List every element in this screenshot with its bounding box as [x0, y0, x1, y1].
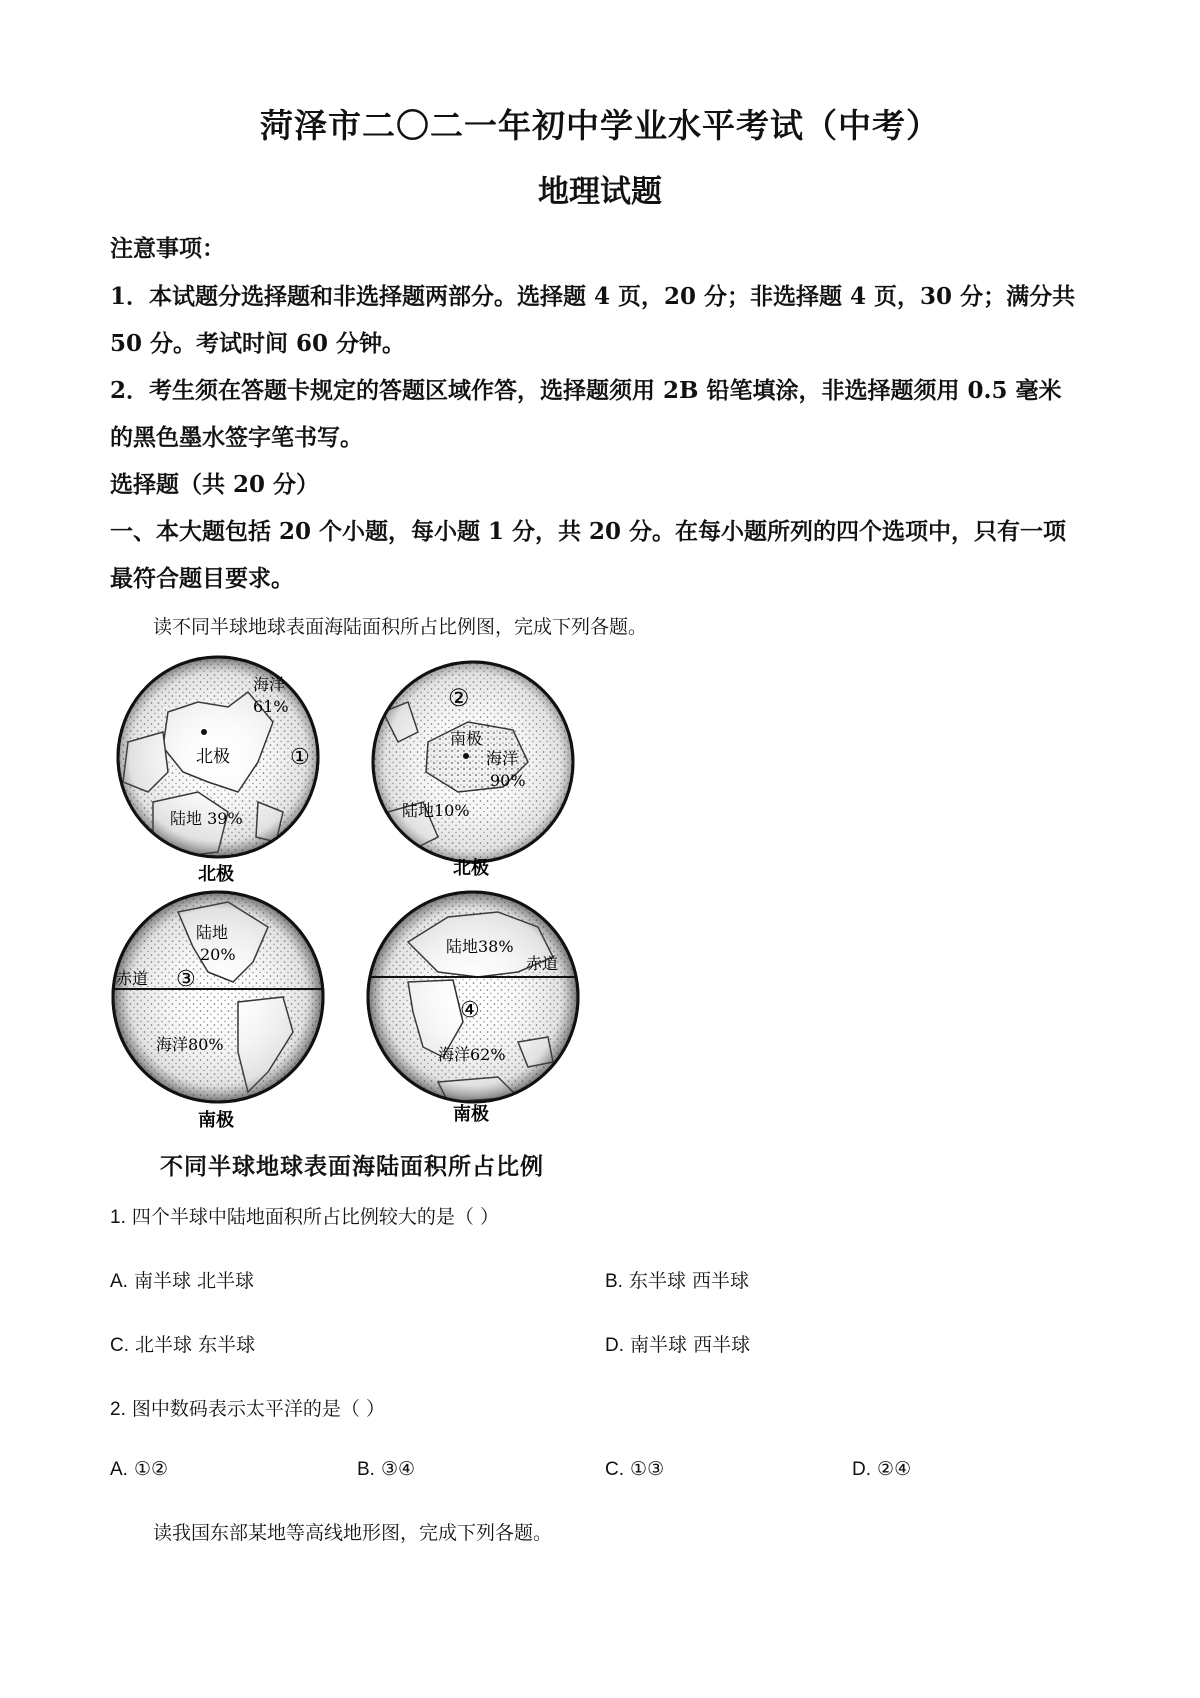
- notice-line-4: 的黑色墨水签字笔书写。: [110, 424, 363, 451]
- q2-option-c-letter: C.: [605, 1459, 624, 1480]
- q1-option-a-text: 南半球 北半球: [134, 1270, 255, 1292]
- q2-option-c-text: ①③: [630, 1458, 665, 1480]
- notice-line-2: 50 分。考试时间 60 分钟。: [110, 330, 406, 357]
- g2-ocean-label: 海洋: [486, 749, 519, 768]
- g3-number: ③: [176, 967, 196, 992]
- section-instruction-1: 一、本大题包括 20 个小题，每小题 1 分，共 20 分。在每小题所列的四个选项中，只有一项: [110, 518, 1067, 545]
- globe-southern-hemisphere: [363, 652, 583, 872]
- g2-number: ②: [448, 684, 470, 712]
- g3-equator-label: 赤道: [116, 969, 149, 988]
- g4-land-label: 陆地38%: [446, 937, 514, 956]
- q2-option-b: [357, 1458, 415, 1481]
- question-1: [110, 1202, 499, 1229]
- q2-option-c: [605, 1458, 664, 1481]
- g4-equator-label: 赤道: [526, 954, 559, 973]
- notice-line-1: 1．本试题分选择题和非选择题两部分。选择题 4 页，20 分；非选择题 4 页，30 分；满分共: [110, 283, 1076, 310]
- g1-pole-label: 北极: [196, 747, 230, 767]
- q1-option-c: [110, 1330, 255, 1357]
- globe-northern-hemisphere: [108, 652, 328, 862]
- q1-option-b-letter: B.: [605, 1271, 623, 1292]
- g1-number: ①: [290, 745, 310, 770]
- g1-land-label: 陆地 39%: [170, 809, 243, 828]
- q1-option-a: [110, 1266, 254, 1293]
- q2-option-d: [852, 1458, 911, 1481]
- g2-land-label: 陆地10%: [402, 801, 470, 820]
- question-2: [110, 1394, 385, 1421]
- section-label: 选择题（共 20 分）: [110, 471, 320, 498]
- q1-option-a-letter: A.: [110, 1271, 128, 1292]
- g3-ocean-label: 海洋80%: [156, 1035, 224, 1054]
- g4-bottom-label: 南极: [453, 1104, 489, 1125]
- g2-ocean-percent: 90%: [490, 771, 526, 790]
- q1-option-c-text: 北半球 东半球: [135, 1334, 256, 1356]
- g3-land-percent: 20%: [200, 945, 236, 964]
- globe-western-hemisphere: [108, 863, 328, 1131]
- exam-title: 菏泽市二〇二一年初中学业水平考试（中考）: [260, 106, 940, 145]
- notice-heading: 注意事项：: [110, 235, 225, 262]
- q1-option-d-letter: D.: [605, 1335, 624, 1356]
- q2-option-d-text: ②④: [877, 1458, 912, 1480]
- hemisphere-figure: [108, 652, 588, 1142]
- q1-option-d-text: 南半球 西半球: [630, 1334, 751, 1356]
- question-2-text: 图中数码表示太平洋的是（ ）: [131, 1398, 385, 1420]
- question-1-number: 1.: [110, 1207, 126, 1228]
- g2-pole-label: 南极: [450, 729, 483, 748]
- q1-option-b: [605, 1266, 749, 1293]
- question-2-number: 2.: [110, 1399, 126, 1420]
- q2-option-b-text: ③④: [381, 1458, 416, 1480]
- next-figure-intro: 读我国东部某地等高线地形图，完成下列各题。: [153, 1522, 553, 1544]
- section-instruction-2: 最符合题目要求。: [110, 565, 294, 592]
- g3-land-label: 陆地: [196, 923, 229, 942]
- notice-line-3: 2．考生须在答题卡规定的答题区域作答，选择题须用 2B 铅笔填涂，非选择题须用 0.5 毫米: [110, 377, 1062, 404]
- g4-ocean-label: 海洋62%: [438, 1045, 506, 1064]
- q1-option-d: [605, 1330, 750, 1357]
- figure-intro: 读不同半球地球表面海陆面积所占比例图，完成下列各题。: [153, 616, 648, 638]
- q2-option-a-text: ①②: [134, 1458, 169, 1480]
- q2-option-d-letter: D.: [852, 1459, 871, 1480]
- g3-top-label: 北极: [198, 864, 234, 885]
- g1-ocean-label: 海洋: [253, 675, 286, 694]
- g4-number: ④: [460, 998, 480, 1023]
- q2-option-a: [110, 1458, 168, 1481]
- q2-option-b-letter: B.: [357, 1459, 375, 1480]
- g1-ocean-percent: 61%: [253, 697, 289, 716]
- question-1-text: 四个半球中陆地面积所占比例较大的是（ ）: [131, 1206, 499, 1228]
- g3-bottom-label: 南极: [198, 1110, 234, 1131]
- g4-top-label: 北极: [453, 858, 489, 879]
- q1-option-c-letter: C.: [110, 1335, 129, 1356]
- q2-option-a-letter: A.: [110, 1459, 128, 1480]
- figure-caption: 不同半球地球表面海陆面积所占比例: [160, 1153, 544, 1180]
- globe-eastern-hemisphere: [363, 857, 583, 1125]
- q1-option-b-text: 东半球 西半球: [629, 1270, 750, 1292]
- exam-subtitle: 地理试题: [538, 174, 662, 210]
